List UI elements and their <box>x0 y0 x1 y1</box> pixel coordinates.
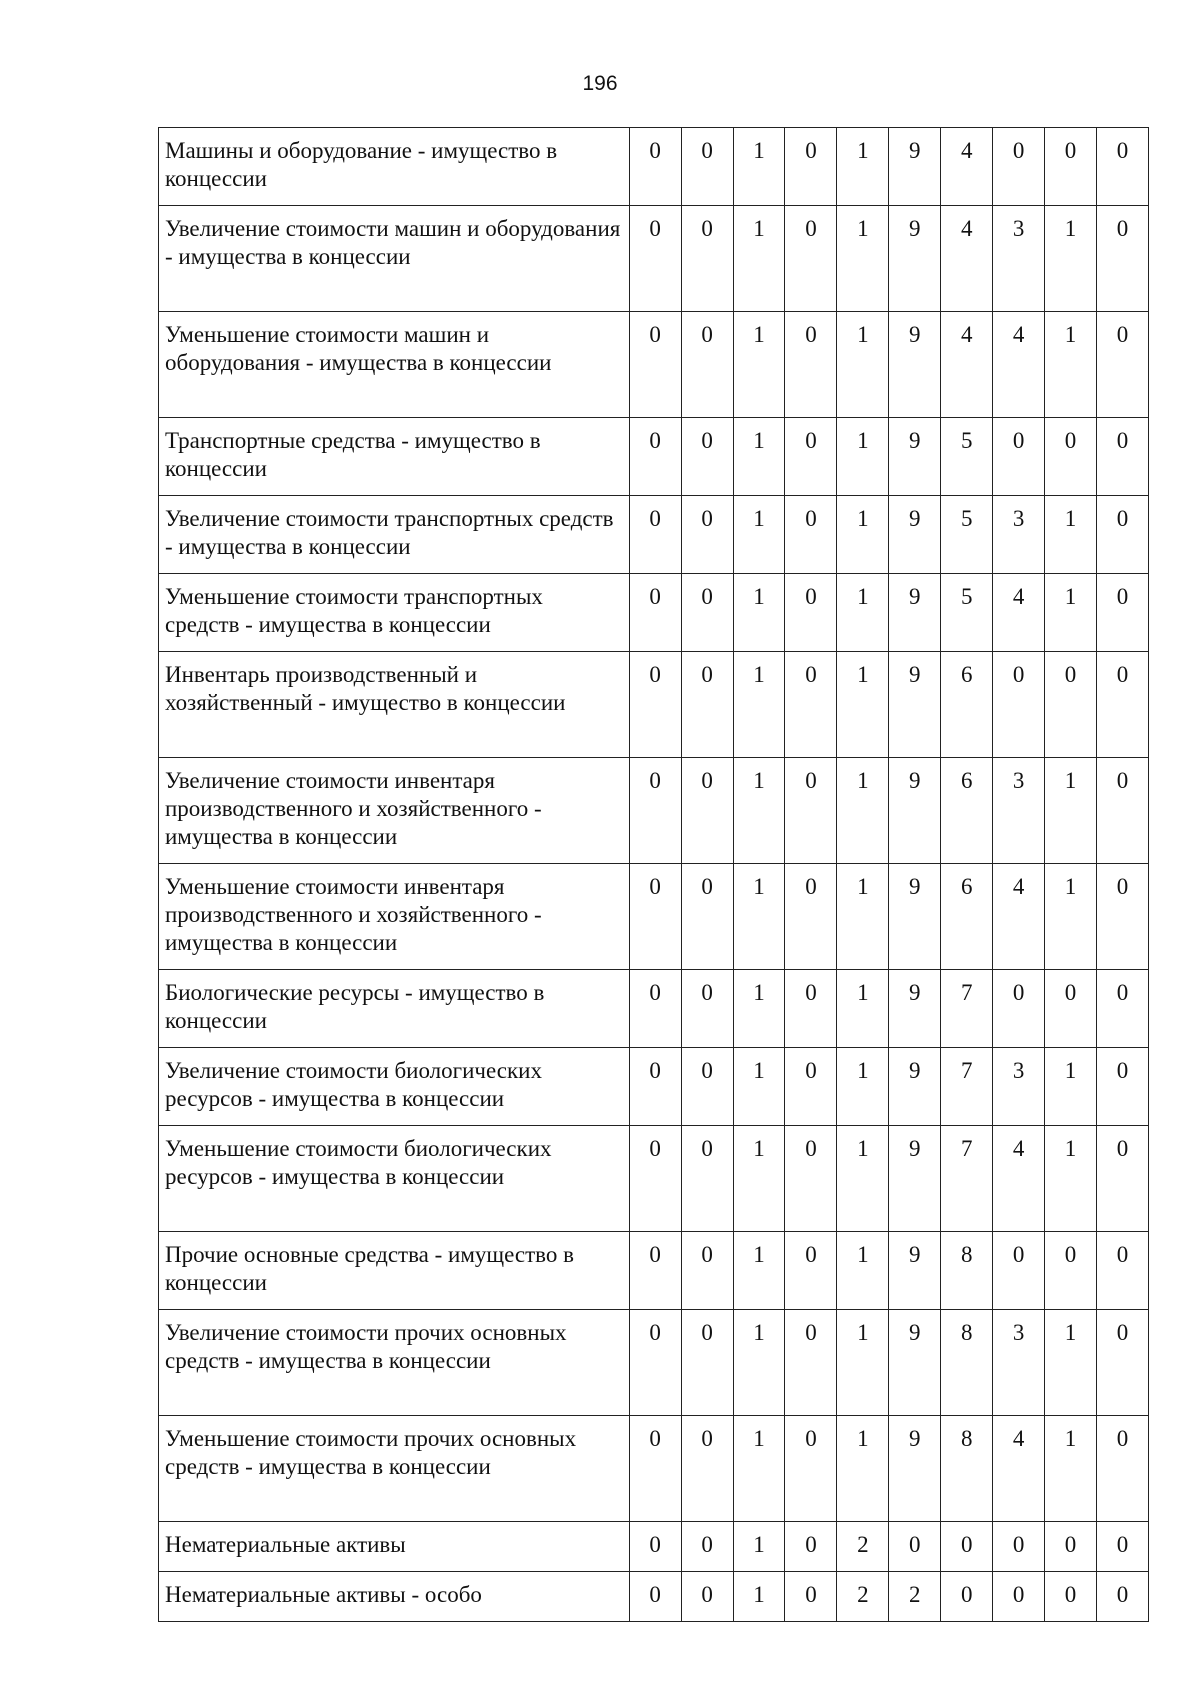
code-digit: 0 <box>629 864 681 970</box>
code-digit: 1 <box>1045 206 1097 312</box>
code-digit: 0 <box>1097 1232 1149 1310</box>
code-digit: 1 <box>837 206 889 312</box>
code-digit: 0 <box>1097 418 1149 496</box>
code-digit: 4 <box>993 864 1045 970</box>
code-digit: 9 <box>889 574 941 652</box>
code-digit: 0 <box>785 1310 837 1416</box>
code-digit: 1 <box>733 1572 785 1622</box>
code-digit: 9 <box>889 128 941 206</box>
row-name: Транспортные средства - имущество в концессии <box>159 418 630 496</box>
code-digit: 1 <box>837 1310 889 1416</box>
code-digit: 0 <box>785 758 837 864</box>
row-name: Уменьшение стоимости машин и оборудования - имущества в концессии <box>159 312 630 418</box>
code-digit: 1 <box>733 758 785 864</box>
table-row <box>159 1126 1149 1232</box>
code-digit: 0 <box>681 1572 733 1622</box>
code-digit: 1 <box>837 1126 889 1232</box>
code-digit: 0 <box>993 128 1045 206</box>
code-digit: 0 <box>941 1572 993 1622</box>
table-row <box>159 1232 1149 1310</box>
code-digit: 9 <box>889 1232 941 1310</box>
code-digit: 0 <box>681 1522 733 1572</box>
code-digit: 0 <box>1097 652 1149 758</box>
code-digit: 0 <box>681 128 733 206</box>
row-name: Биологические ресурсы - имущество в концессии <box>159 970 630 1048</box>
code-digit: 0 <box>1097 1522 1149 1572</box>
code-digit: 0 <box>785 418 837 496</box>
code-digit: 6 <box>941 864 993 970</box>
code-digit: 0 <box>681 418 733 496</box>
code-digit: 1 <box>837 1048 889 1126</box>
code-digit: 2 <box>889 1572 941 1622</box>
row-name: Увеличение стоимости машин и оборудования - имущества в концессии <box>159 206 630 312</box>
code-digit: 1 <box>733 206 785 312</box>
code-digit: 1 <box>733 1522 785 1572</box>
code-digit: 0 <box>785 864 837 970</box>
code-digit: 0 <box>1097 128 1149 206</box>
row-name: Нематериальные активы <box>159 1522 630 1572</box>
table-row <box>159 1310 1149 1416</box>
table-row <box>159 496 1149 574</box>
code-digit: 1 <box>837 1416 889 1522</box>
code-digit: 1 <box>733 1416 785 1522</box>
table-row <box>159 1416 1149 1522</box>
table-row <box>159 1522 1149 1572</box>
code-digit: 0 <box>785 496 837 574</box>
code-digit: 1 <box>837 418 889 496</box>
code-digit: 0 <box>629 1522 681 1572</box>
code-digit: 1 <box>837 496 889 574</box>
row-name: Прочие основные средства - имущество в концессии <box>159 1232 630 1310</box>
code-digit: 0 <box>889 1522 941 1572</box>
code-digit: 0 <box>1097 1310 1149 1416</box>
code-digit: 0 <box>1097 206 1149 312</box>
row-name: Уменьшение стоимости транспортных средств - имущества в концессии <box>159 574 630 652</box>
code-digit: 0 <box>1097 312 1149 418</box>
code-digit: 1 <box>837 1232 889 1310</box>
code-digit: 1 <box>837 652 889 758</box>
code-digit: 1 <box>1045 758 1097 864</box>
page-number: 196 <box>582 72 618 95</box>
code-digit: 0 <box>681 496 733 574</box>
code-digit: 0 <box>993 1232 1045 1310</box>
code-digit: 0 <box>993 1522 1045 1572</box>
table-row <box>159 574 1149 652</box>
code-digit: 9 <box>889 1126 941 1232</box>
code-digit: 0 <box>1045 418 1097 496</box>
code-digit: 0 <box>681 1416 733 1522</box>
code-digit: 9 <box>889 1416 941 1522</box>
code-digit: 0 <box>681 206 733 312</box>
code-digit: 4 <box>993 1416 1045 1522</box>
code-digit: 0 <box>629 206 681 312</box>
code-digit: 8 <box>941 1416 993 1522</box>
code-digit: 0 <box>681 652 733 758</box>
code-digit: 0 <box>785 574 837 652</box>
code-digit: 1 <box>733 574 785 652</box>
code-digit: 1 <box>1045 1416 1097 1522</box>
table-row <box>159 1572 1149 1622</box>
code-digit: 1 <box>1045 1126 1097 1232</box>
code-digit: 0 <box>1045 1522 1097 1572</box>
code-digit: 0 <box>681 1126 733 1232</box>
code-digit: 1 <box>733 970 785 1048</box>
account-code-table <box>158 127 1149 1622</box>
code-digit: 7 <box>941 1048 993 1126</box>
row-name: Уменьшение стоимости прочих основных средств - имущества в концессии <box>159 1416 630 1522</box>
code-digit: 0 <box>1045 970 1097 1048</box>
code-digit: 8 <box>941 1232 993 1310</box>
table-row <box>159 418 1149 496</box>
code-digit: 5 <box>941 574 993 652</box>
code-digit: 1 <box>837 312 889 418</box>
code-digit: 9 <box>889 418 941 496</box>
code-digit: 0 <box>629 418 681 496</box>
code-digit: 0 <box>785 1572 837 1622</box>
code-digit: 9 <box>889 1310 941 1416</box>
code-digit: 3 <box>993 758 1045 864</box>
table-row <box>159 864 1149 970</box>
code-digit: 0 <box>1097 758 1149 864</box>
code-digit: 1 <box>733 312 785 418</box>
code-digit: 0 <box>785 128 837 206</box>
table-row <box>159 652 1149 758</box>
code-digit: 1 <box>733 1048 785 1126</box>
code-digit: 1 <box>733 1232 785 1310</box>
code-digit: 0 <box>629 1126 681 1232</box>
code-digit: 0 <box>1097 1416 1149 1522</box>
code-digit: 3 <box>993 496 1045 574</box>
code-digit: 9 <box>889 652 941 758</box>
table-row <box>159 206 1149 312</box>
code-digit: 0 <box>1097 1572 1149 1622</box>
code-digit: 0 <box>993 970 1045 1048</box>
code-digit: 1 <box>733 1126 785 1232</box>
code-digit: 9 <box>889 206 941 312</box>
code-digit: 0 <box>785 312 837 418</box>
code-digit: 0 <box>1097 1126 1149 1232</box>
code-digit: 0 <box>785 1232 837 1310</box>
code-digit: 1 <box>837 758 889 864</box>
code-digit: 0 <box>993 1572 1045 1622</box>
code-digit: 1 <box>1045 496 1097 574</box>
code-digit: 0 <box>1045 652 1097 758</box>
code-digit: 0 <box>629 128 681 206</box>
code-digit: 1 <box>837 128 889 206</box>
code-digit: 0 <box>681 758 733 864</box>
code-digit: 9 <box>889 1048 941 1126</box>
table-row <box>159 128 1149 206</box>
code-digit: 4 <box>993 312 1045 418</box>
code-digit: 0 <box>1045 1572 1097 1622</box>
code-digit: 0 <box>681 574 733 652</box>
code-digit: 6 <box>941 758 993 864</box>
code-digit: 1 <box>837 970 889 1048</box>
code-digit: 0 <box>629 1416 681 1522</box>
row-name: Увеличение стоимости транспортных средств - имущества в концессии <box>159 496 630 574</box>
row-name: Уменьшение стоимости инвентаря производственного и хозяйственного - имущества в концессии <box>159 864 630 970</box>
table-row <box>159 970 1149 1048</box>
code-digit: 2 <box>837 1522 889 1572</box>
code-digit: 5 <box>941 496 993 574</box>
code-digit: 3 <box>993 1048 1045 1126</box>
code-digit: 0 <box>629 1232 681 1310</box>
code-digit: 0 <box>629 496 681 574</box>
code-digit: 0 <box>681 1048 733 1126</box>
code-digit: 0 <box>785 206 837 312</box>
code-digit: 4 <box>941 128 993 206</box>
row-name: Увеличение стоимости прочих основных средств - имущества в концессии <box>159 1310 630 1416</box>
code-digit: 0 <box>629 312 681 418</box>
table-row <box>159 312 1149 418</box>
code-digit: 4 <box>941 312 993 418</box>
code-digit: 9 <box>889 312 941 418</box>
code-digit: 1 <box>733 652 785 758</box>
code-digit: 0 <box>1097 1048 1149 1126</box>
row-name: Уменьшение стоимости биологических ресурсов - имущества в концессии <box>159 1126 630 1232</box>
row-name: Машины и оборудование - имущество в концессии <box>159 128 630 206</box>
code-digit: 0 <box>993 652 1045 758</box>
code-digit: 9 <box>889 970 941 1048</box>
code-digit: 7 <box>941 970 993 1048</box>
code-digit: 9 <box>889 496 941 574</box>
table-row <box>159 1048 1149 1126</box>
code-digit: 0 <box>785 970 837 1048</box>
code-digit: 0 <box>629 758 681 864</box>
code-digit: 1 <box>837 574 889 652</box>
code-digit: 6 <box>941 652 993 758</box>
code-digit: 0 <box>681 1310 733 1416</box>
code-digit: 0 <box>629 574 681 652</box>
table-row <box>159 758 1149 864</box>
code-digit: 0 <box>1045 128 1097 206</box>
code-digit: 0 <box>629 1310 681 1416</box>
code-digit: 0 <box>629 1572 681 1622</box>
code-digit: 0 <box>681 1232 733 1310</box>
row-name: Увеличение стоимости биологических ресурсов - имущества в концессии <box>159 1048 630 1126</box>
code-digit: 0 <box>1097 970 1149 1048</box>
code-digit: 1 <box>733 864 785 970</box>
code-digit: 1 <box>1045 1310 1097 1416</box>
code-digit: 0 <box>629 970 681 1048</box>
code-digit: 1 <box>733 496 785 574</box>
code-digit: 0 <box>785 1048 837 1126</box>
code-digit: 8 <box>941 1310 993 1416</box>
code-digit: 1 <box>733 128 785 206</box>
code-digit: 1 <box>733 1310 785 1416</box>
code-digit: 9 <box>889 864 941 970</box>
code-digit: 0 <box>785 1416 837 1522</box>
code-digit: 1 <box>1045 312 1097 418</box>
code-digit: 7 <box>941 1126 993 1232</box>
code-digit: 0 <box>785 652 837 758</box>
code-digit: 0 <box>1097 496 1149 574</box>
row-name: Увеличение стоимости инвентаря производственного и хозяйственного - имущества в концессии <box>159 758 630 864</box>
code-digit: 3 <box>993 206 1045 312</box>
code-digit: 3 <box>993 1310 1045 1416</box>
code-digit: 4 <box>993 1126 1045 1232</box>
code-digit: 0 <box>993 418 1045 496</box>
code-digit: 1 <box>733 418 785 496</box>
code-digit: 0 <box>681 312 733 418</box>
code-digit: 0 <box>629 652 681 758</box>
code-digit: 4 <box>941 206 993 312</box>
code-digit: 4 <box>993 574 1045 652</box>
code-digit: 0 <box>785 1522 837 1572</box>
code-digit: 0 <box>629 1048 681 1126</box>
code-digit: 5 <box>941 418 993 496</box>
code-digit: 1 <box>1045 574 1097 652</box>
code-digit: 9 <box>889 758 941 864</box>
row-name: Инвентарь производственный и хозяйственный - имущество в концессии <box>159 652 630 758</box>
code-digit: 0 <box>681 864 733 970</box>
code-digit: 0 <box>785 1126 837 1232</box>
code-digit: 1 <box>837 864 889 970</box>
code-digit: 0 <box>681 970 733 1048</box>
code-digit: 0 <box>1097 864 1149 970</box>
row-name: Нематериальные активы - особо <box>159 1572 630 1622</box>
code-digit: 1 <box>1045 1048 1097 1126</box>
code-digit: 0 <box>1097 574 1149 652</box>
code-digit: 2 <box>837 1572 889 1622</box>
code-digit: 0 <box>1045 1232 1097 1310</box>
code-digit: 0 <box>941 1522 993 1572</box>
code-digit: 1 <box>1045 864 1097 970</box>
